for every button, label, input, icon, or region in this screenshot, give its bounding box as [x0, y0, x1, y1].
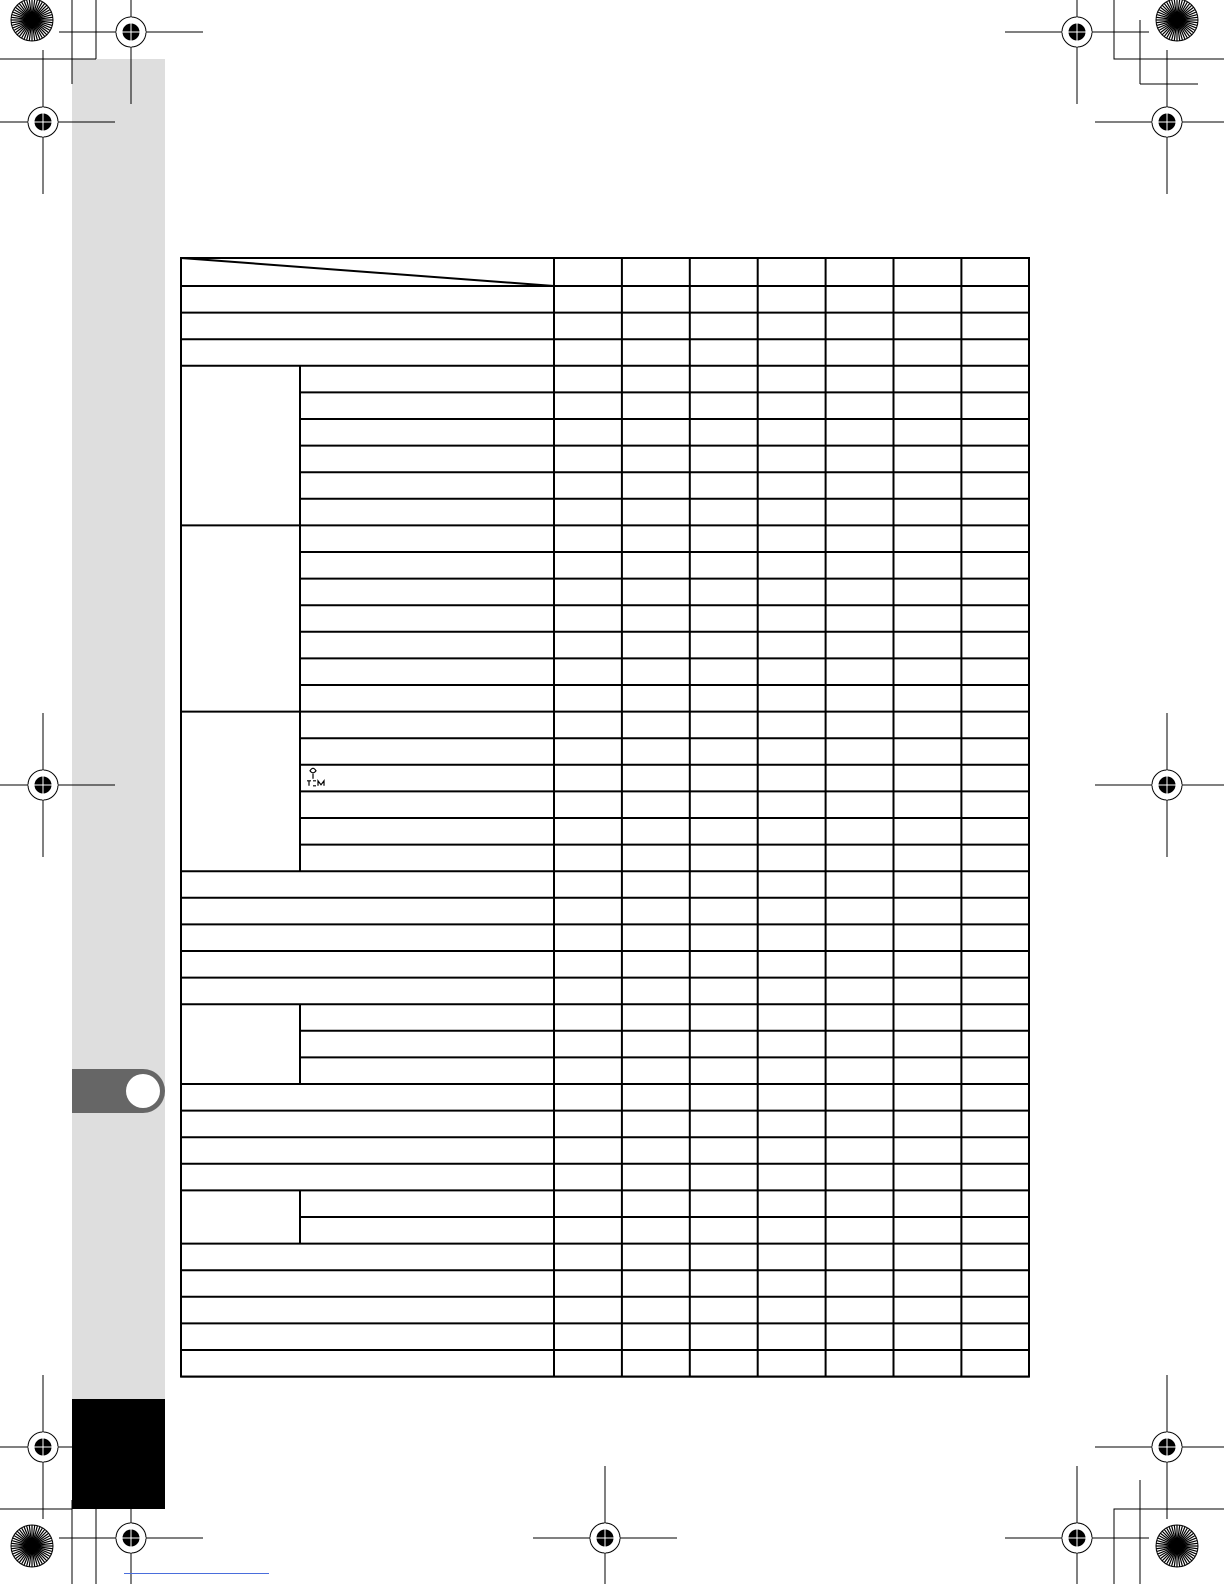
macro-flower-icon	[307, 768, 324, 786]
header-diagonal	[181, 258, 554, 286]
bottom-link-underline	[124, 1573, 269, 1574]
